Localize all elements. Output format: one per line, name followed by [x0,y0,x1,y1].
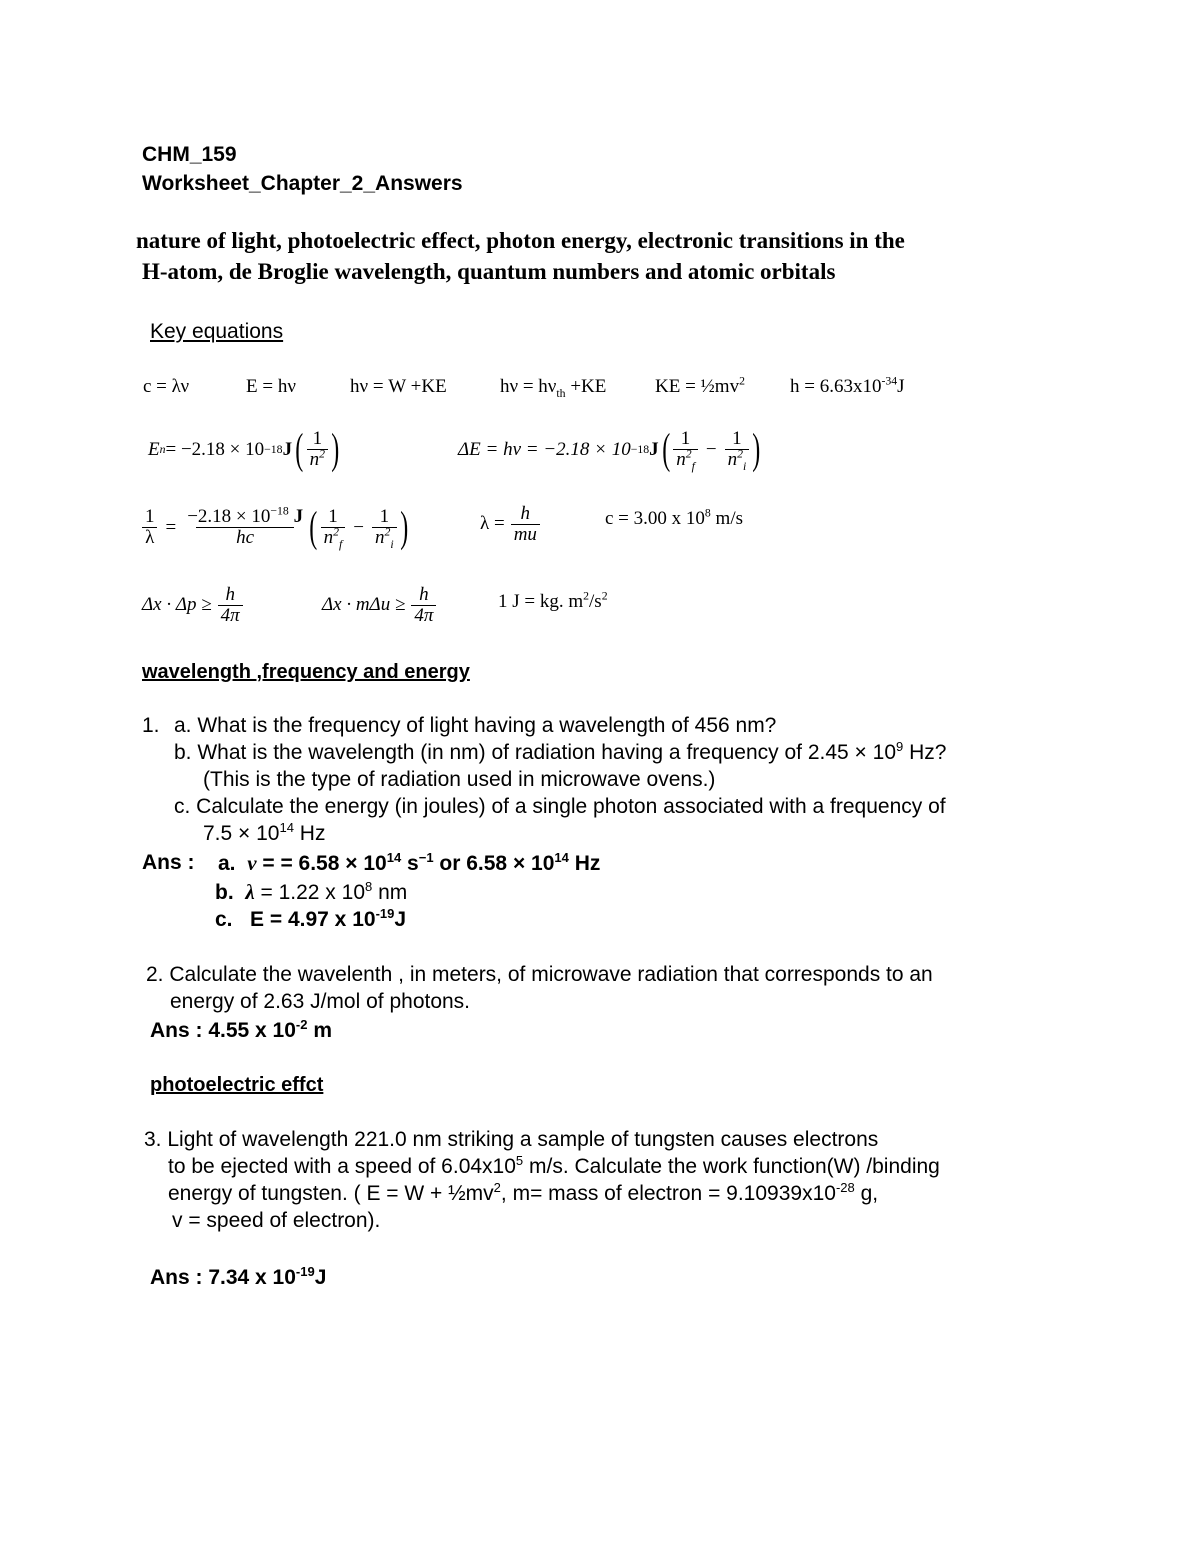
eq-rydberg: $\frac{1}{\lambda}$ = $\frac{-2.18 \times 10^{-18} J}{hc}$ ( $\frac{1}{n^2_f}$ − $\frac{1}{n^2_i}$ ) [142,506,411,550]
answer-1a: a. ν = = $6.58 \times 10^{14}$ $s^{-1}$ or $6.58 \times 10^{14}$ Hz [218,850,601,875]
answer-1-label: Ans : [142,851,195,874]
eq-de-broglie: λ = $\frac{h}{mu}$ [480,504,540,545]
question-3-line1: 3. Light of wavelength 221.0 nm striking a sample of tungsten causes electrons [144,1128,879,1151]
question-2-line1: 2. Calculate the wavelenth , in meters, of microwave radiation that corresponds to an [146,963,933,986]
eq-uncertainty-momentum: Δx · Δp ≥ $\frac{h}{4\pi}$ [142,585,243,626]
question-1c-line2: $7.5 \times 10^{14}$ Hz [203,820,326,845]
answer-3: Ans : 7.34 x $10^{-19}J$ [150,1264,327,1289]
eq-transition-energy: ΔE = hν = −2.18 × 10 −18 J ( $\frac{1}{n^2_f}$ − $\frac{1}{n^2_i}$ ) [458,425,761,474]
key-equations-heading: Key equations [150,320,284,343]
answer-2: Ans : 4.55 x $10^{-2}$ m [150,1017,333,1042]
eq-kinetic-energy: KE = $\frac{1}{2}mv^2$ [655,374,745,397]
topics-line-2: H-atom, de Broglie wavelength, quantum numbers and atomic orbitals [142,259,836,284]
question-3-line4: v = speed of electron). [172,1209,381,1232]
question-1-number: 1. [142,714,160,737]
eq-photoelectric: hν = W +KE [350,376,447,397]
section-heading-wavelength: wavelength ,frequency and energy [142,661,470,683]
eq-bohr-energy: E n = −2.18 × 10 −18 J ( $\frac{1}{n^2}$ ) [148,425,340,473]
eq-threshold: $h\nu = h\nu_{th} +KE$ [500,376,607,400]
topics-line-1: nature of light, photoelectric effect, photon energy, electronic transitions in the [136,228,905,253]
question-1b-note: (This is the type of radiation used in microwave ovens.) [203,768,716,791]
eq-planck-constant: $h = 6.63x10^{-34}J$ [790,374,905,397]
course-code: CHM_159 [142,143,237,166]
question-1a: a. What is the frequency of light having a wavelength of 456 nm? [174,714,777,737]
question-3-line2: to be ejected with a speed of $6.04x10^5$ m/s. Calculate the work function(W) /binding [168,1153,940,1178]
eq-joule-definition: 1 J = kg. $m^2/s^2$ [498,589,608,612]
question-2-line2: energy of 2.63 J/mol of photons. [170,990,471,1013]
eq-uncertainty-velocity: Δx · mΔu ≥ $\frac{h}{4\pi}$ [322,585,436,626]
question-3-line3: energy of tungsten. ( $E = W + \frac{1}{2}mv^2$, m= mass of electron = $9.10939x10^{-28}$ g, [168,1180,879,1205]
eq-speed-value: c = 3.00 x $10^8$ m/s [605,506,743,529]
eq-photon-energy: E = hν [246,376,296,397]
answer-1b: b. λ = 1.22 x $10^8$ nm [215,879,408,904]
question-1b: b. What is the wavelength (in nm) of radiation having a frequency of $2.45 \times 10^9$ Hz? [174,739,947,764]
worksheet-title: Worksheet_Chapter_2_Answers [142,172,463,195]
eq-speed-of-light: c = λν [143,376,190,397]
question-1c-line1: c. Calculate the energy (in joules) of a single photon associated with a frequency of [174,795,946,818]
section-heading-photoelectric: photoelectric effct [150,1074,324,1096]
answer-1c: c. E = 4.97 x $10^{-19}J$ [215,906,407,931]
